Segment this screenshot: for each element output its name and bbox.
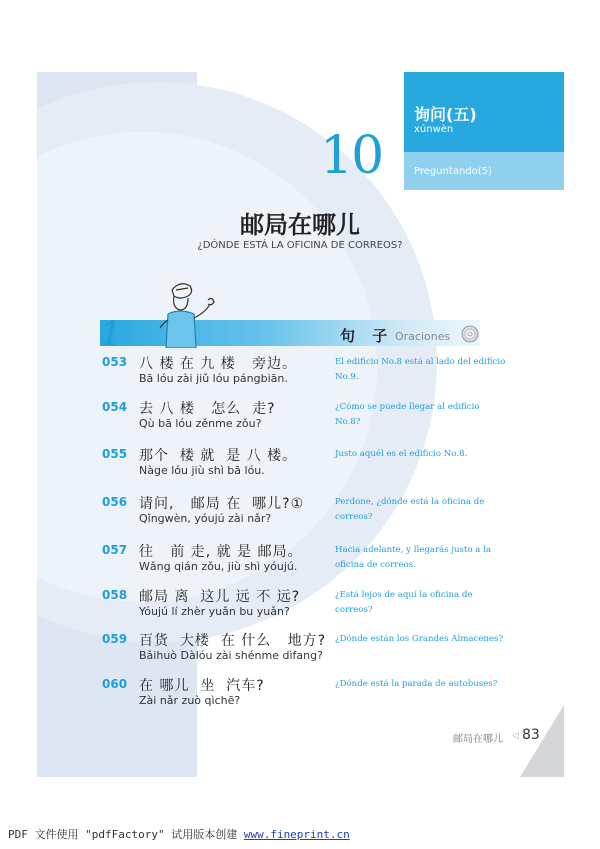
sentence-chinese: 请问, 邮局 在 哪儿?① <box>139 496 305 512</box>
sentence-chinese: 那个 楼 就 是 八 楼。 <box>139 448 298 464</box>
sentence-spanish: Perdone, ¿dónde está la oficina de correos? <box>335 497 485 522</box>
running-title: 邮局在哪儿 <box>453 734 503 745</box>
sentence-number: 057 <box>102 543 128 557</box>
topic-box <box>404 72 564 190</box>
person-illustration <box>150 278 230 348</box>
lesson-title: 邮局在哪儿 <box>240 211 360 239</box>
sentence-number: 054 <box>102 400 128 414</box>
sentence-spanish: ¿Dónde están los Grandes Almacenes? <box>335 634 504 644</box>
pdf-notice-text: PDF 文件使用 "pdfFactory" 试用版本创建 <box>8 828 244 841</box>
pdf-notice-link[interactable]: www.fineprint.cn <box>243 828 350 841</box>
sentence-spanish: ¿Dónde está la parada de autobuses? <box>335 679 498 689</box>
sentence-chinese: 八 楼 在 九 楼 旁边。 <box>139 356 298 372</box>
section-title-spanish: Oraciones <box>395 330 451 343</box>
page-number: 83 <box>522 727 540 743</box>
topic-chinese: 询问(五) <box>414 105 477 124</box>
sentence-spanish: Hacia adelante, y llegarás justo a la oficina de correos. <box>335 545 492 570</box>
sentence-number: 058 <box>102 588 128 602</box>
topic-spanish: Preguntando(5) <box>414 166 492 177</box>
sentence-spanish: Justo aquél es el edificio No.8. <box>335 449 468 459</box>
sentence-chinese: 在 哪儿 坐 汽车? <box>139 678 265 694</box>
section-number: 1 <box>100 314 122 354</box>
sentence-chinese: 邮局 离 这儿 远 不 远? <box>139 589 301 605</box>
sentence-number: 060 <box>102 677 128 691</box>
sentence-spanish: ¿Está lejos de aquí la oficina de correos? <box>335 590 473 615</box>
sentence-pinyin: Nàge lóu jiù shì bā lóu. <box>139 464 265 477</box>
sentence-number: 055 <box>102 447 128 461</box>
sentence-spanish: ¿Cómo se puede llegar al edificio No.8? <box>335 402 480 427</box>
sentence-number: 053 <box>102 355 128 369</box>
lesson-number: 10 <box>320 126 383 186</box>
sentence-number: 059 <box>102 632 128 646</box>
arrow-left-icon: ◁ <box>512 731 519 741</box>
topic-pinyin: xúnwèn <box>414 124 454 135</box>
sentence-pinyin: Qǐngwèn, yóujú zài nǎr? <box>139 512 272 525</box>
sentence-chinese: 往 前 走, 就 是 邮局。 <box>139 544 303 560</box>
sentence-pinyin: Zài nǎr zuò qìchē? <box>139 694 241 707</box>
sentence-number: 056 <box>102 495 128 509</box>
pdf-notice <box>8 826 350 842</box>
sentence-pinyin: Bǎihuò Dàlóu zài shénme dìfang? <box>139 649 323 662</box>
sentence-chinese: 去 八 楼 怎么 走? <box>139 401 276 417</box>
section-title-chinese: 句 子 <box>340 327 394 345</box>
sentence-pinyin: Qù bā lóu zěnme zǒu? <box>139 417 262 430</box>
sentence-pinyin: Yóujú lí zhèr yuǎn bu yuǎn? <box>139 605 290 618</box>
sentence-chinese: 百货 大楼 在 什么 地方? <box>139 633 327 649</box>
sentence-spanish: El edificio No.8 está al lado del edificio No.9. <box>335 357 506 382</box>
sentence-pinyin: Bā lóu zài jiǔ lóu pángbiān. <box>139 372 288 385</box>
sentence-pinyin: Wǎng qián zǒu, jiù shì yóujú. <box>139 560 298 573</box>
lesson-subtitle: ¿DÓNDE ESTÁ LA OFICINA DE CORREOS? <box>197 240 403 251</box>
audio-cd-icon[interactable] <box>461 325 479 343</box>
